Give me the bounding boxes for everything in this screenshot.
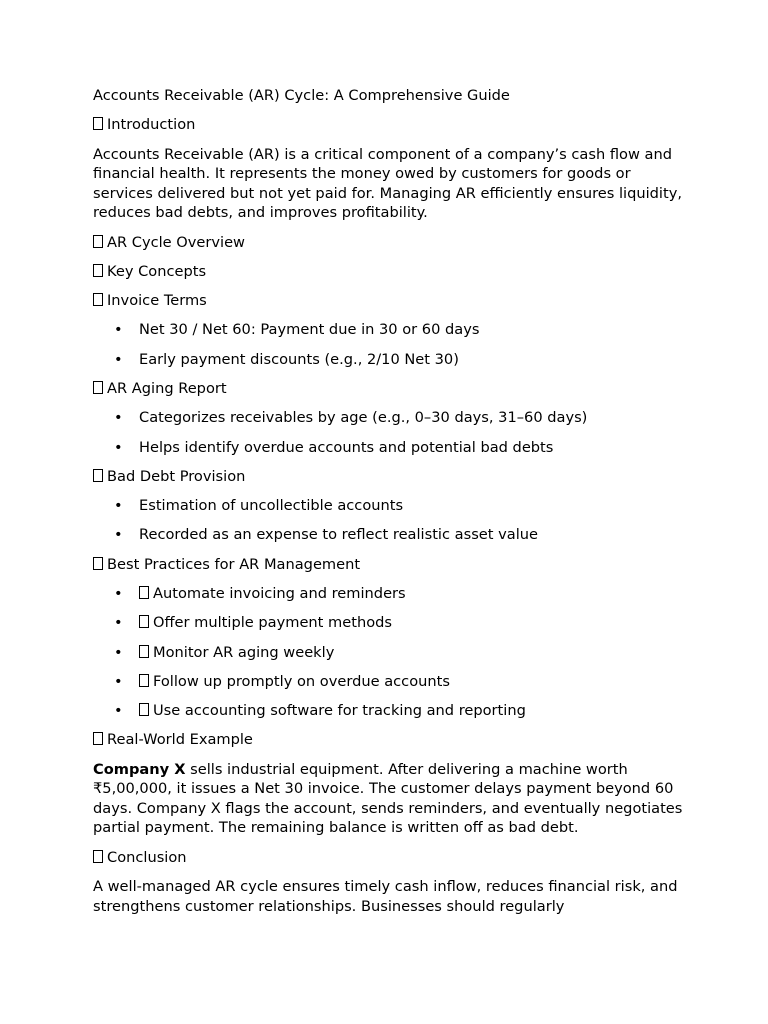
best-practices-list <box>93 584 683 721</box>
heading-text: Introduction <box>107 116 196 134</box>
list-item-text: Categorizes receivables by age (e.g., 0–30 days, 31–60 days) <box>139 409 588 427</box>
heading-text: AR Cycle Overview <box>107 233 245 251</box>
list-item <box>93 496 683 516</box>
heading-key-concepts <box>93 262 683 282</box>
list-item-text: Use accounting software for tracking and reporting <box>153 702 526 720</box>
bullet-icon: • <box>114 321 123 339</box>
emoji-placeholder-icon <box>93 557 103 570</box>
list-item-text: Net 30 / Net 60: Payment due in 30 or 60 days <box>139 321 480 339</box>
example-company-name: Company X <box>93 760 186 778</box>
list-item-text: Follow up promptly on overdue accounts <box>153 672 450 690</box>
list-item-text: Monitor AR aging weekly <box>153 643 335 661</box>
list-item <box>93 438 683 458</box>
list-item-text: Recorded as an expense to reflect realistic asset value <box>139 526 538 544</box>
heading-ar-aging-report <box>93 379 683 399</box>
heading-text: Invoice Terms <box>107 292 207 310</box>
heading-text: Bad Debt Provision <box>107 467 246 485</box>
emoji-placeholder-icon <box>93 117 103 130</box>
bullet-icon: • <box>114 672 123 690</box>
heading-best-practices <box>93 555 683 575</box>
list-item-text: Automate invoicing and reminders <box>153 585 406 602</box>
bullet-icon: • <box>114 585 123 602</box>
heading-text: Best Practices for AR Management <box>107 555 361 573</box>
emoji-placeholder-icon <box>93 732 103 745</box>
heading-real-world-example <box>93 730 683 750</box>
heading-bad-debt-provision <box>93 467 683 487</box>
bullet-icon: • <box>114 614 123 632</box>
emoji-placeholder-icon <box>139 703 149 716</box>
list-item-text: Estimation of uncollectible accounts <box>139 497 404 515</box>
emoji-placeholder-icon <box>139 586 149 599</box>
example-paragraph <box>93 760 683 838</box>
list-item-text: Helps identify overdue accounts and potential bad debts <box>139 438 554 456</box>
heading-invoice-terms <box>93 291 683 311</box>
aging-report-list <box>93 408 683 457</box>
emoji-placeholder-icon <box>139 674 149 687</box>
list-item <box>93 613 683 633</box>
bullet-icon: • <box>114 702 123 720</box>
bullet-icon: • <box>114 409 123 427</box>
list-item <box>93 408 683 428</box>
list-item <box>93 584 683 604</box>
list-item <box>93 701 683 721</box>
heading-text: Key Concepts <box>107 262 207 280</box>
bullet-icon: • <box>114 497 123 515</box>
heading-text: Real-World Example <box>107 731 253 749</box>
list-item-text: Early payment discounts (e.g., 2/10 Net 30) <box>139 350 459 368</box>
list-item <box>93 525 683 545</box>
invoice-terms-list <box>93 320 683 369</box>
emoji-placeholder-icon <box>93 469 103 482</box>
conclusion-paragraph: A well-managed AR cycle ensures timely cash inflow, reduces financial risk, and strengthens customer relationships. Businesses should regularly <box>93 878 678 915</box>
list-item <box>93 672 683 692</box>
bullet-icon: • <box>114 350 123 368</box>
emoji-placeholder-icon <box>93 381 103 394</box>
heading-text: Conclusion <box>107 848 187 866</box>
intro-paragraph: Accounts Receivable (AR) is a critical component of a company’s cash flow and financial health. It represents the money owed by customers for goods or services delivered but not yet paid for. Managing AR efficiently ensures liquidity, reduces bad debts, and improves profitability. <box>93 145 682 222</box>
bullet-icon: • <box>114 526 123 544</box>
emoji-placeholder-icon <box>139 645 149 658</box>
heading-conclusion <box>93 848 683 868</box>
bullet-icon: • <box>114 438 123 456</box>
list-item <box>93 320 683 340</box>
heading-ar-cycle-overview <box>93 233 683 253</box>
bullet-icon: • <box>114 643 123 661</box>
list-item <box>93 350 683 370</box>
document-page <box>93 86 683 926</box>
emoji-placeholder-icon <box>93 850 103 863</box>
emoji-placeholder-icon <box>93 235 103 248</box>
list-item-text: Offer multiple payment methods <box>153 614 393 632</box>
document-title: Accounts Receivable (AR) Cycle: A Comprehensive Guide <box>93 87 510 104</box>
heading-text: AR Aging Report <box>107 380 227 398</box>
list-item <box>93 643 683 663</box>
bad-debt-list <box>93 496 683 545</box>
emoji-placeholder-icon <box>139 615 149 628</box>
example-text: sells industrial equipment. After delivering a machine worth ₹5,00,000, it issues a Net 30 invoice. The customer delays payment beyond 60 days. Company X flags the account, sends reminders, and eventually negotiates partial payment. The remaining balance is written off as bad debt. <box>93 760 683 837</box>
emoji-placeholder-icon <box>93 264 103 277</box>
emoji-placeholder-icon <box>93 293 103 306</box>
heading-introduction <box>93 115 683 135</box>
